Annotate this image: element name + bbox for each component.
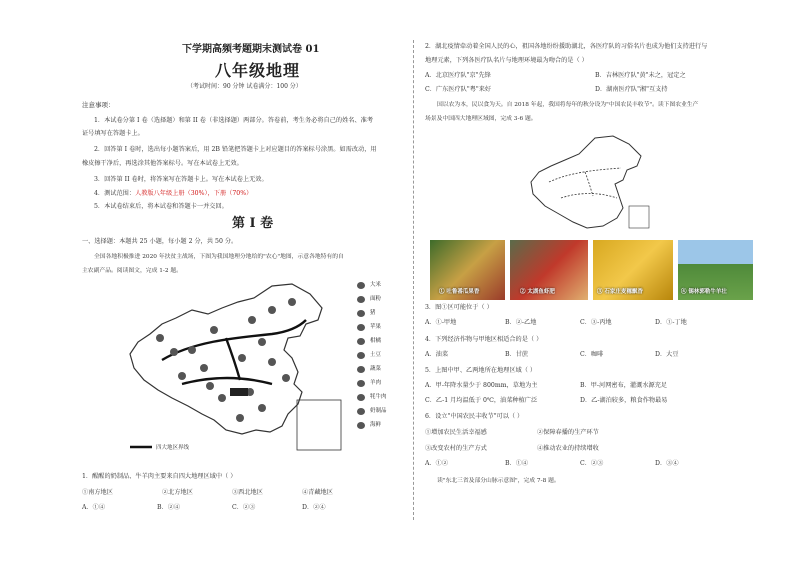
q3-answer: A．①-甲地 bbox=[425, 319, 457, 326]
question-5-stem: 5．上图中甲、乙两地所在地理区域（ ） bbox=[425, 367, 537, 374]
q4-answer: C．咖啡 bbox=[580, 351, 604, 358]
q1-answer: B．②④ bbox=[157, 504, 181, 511]
legend-label: 土豆 bbox=[370, 352, 382, 358]
notice-line: 证号填写在答题卡上。 bbox=[82, 130, 144, 137]
q6-option: ③改变农村的生产方式 bbox=[425, 445, 487, 452]
china-outline bbox=[531, 136, 641, 228]
four-regions-map bbox=[525, 132, 655, 232]
q3-answer: D．①-丁地 bbox=[655, 319, 687, 326]
question-6-stem: 6．设立"中国农民丰收节"可以（ ） bbox=[425, 413, 524, 420]
column-divider bbox=[413, 40, 414, 520]
legend-item bbox=[357, 282, 381, 289]
exam-meta: （考试时间：90 分钟 试卷满分：100 分） bbox=[187, 83, 302, 90]
q3-answer: C．③-丙地 bbox=[580, 319, 612, 326]
legend-item bbox=[357, 422, 381, 429]
q2-option: D．湖南医疗队"湘"互支持 bbox=[595, 86, 668, 93]
passage-line: 场景及中国四大地理区域图，完成 3-6 题。 bbox=[425, 116, 537, 122]
q1-answer: C．②③ bbox=[232, 504, 256, 511]
q6-answer: B．①④ bbox=[505, 460, 529, 467]
passage-line: 全国各地积极推进 2020 年扶贫主战场，下图为我国地理分地给的"农心"地图，示意各地特有的自 bbox=[94, 254, 344, 260]
flour-icon bbox=[357, 296, 365, 303]
photo-caption: ① 吐鲁番瓜果香 bbox=[439, 289, 480, 295]
question-4-stem: 4．下列经济作物与甲地区相适合的是（ ） bbox=[425, 336, 543, 343]
q1-option: ③西北地区 bbox=[232, 489, 263, 496]
legend-label: 苹果 bbox=[370, 324, 382, 330]
yak-meat-icon bbox=[357, 394, 365, 401]
legend-item bbox=[357, 366, 381, 373]
legend-item bbox=[357, 324, 381, 331]
q6-option: ④推动农业的持续增收 bbox=[537, 445, 599, 452]
q4-answer: D．大豆 bbox=[655, 351, 679, 358]
legend-item bbox=[357, 408, 387, 415]
legend-item bbox=[357, 352, 381, 359]
question-3-stem: 3．图①区可能位于（ ） bbox=[425, 304, 493, 311]
q6-answer: A．①② bbox=[425, 460, 449, 467]
q6-option: ②保障春播的生产环节 bbox=[537, 429, 599, 436]
pig-icon bbox=[230, 388, 248, 396]
q2-option: A．北京医疗队"京"先锋 bbox=[425, 72, 491, 79]
section-title: 第 I 卷 bbox=[232, 216, 274, 231]
legend-item bbox=[357, 394, 387, 401]
south-sea-inset bbox=[297, 400, 341, 450]
south-sea-inset bbox=[629, 206, 649, 228]
q2-option: C．广东医疗队"粤"来好 bbox=[425, 86, 492, 93]
q5-option: B．甲-河网密布，灌溉水源充足 bbox=[580, 382, 668, 389]
mutton-icon bbox=[357, 380, 365, 387]
q1-answer: D．②④ bbox=[302, 504, 326, 511]
notice-line: 3．回答第 II 卷时，将答案写在答题卡上。写在本试卷上无效。 bbox=[94, 176, 268, 183]
q6-option: ①增加农民生活幸福感 bbox=[425, 429, 487, 436]
notice-heading: 注意事项： bbox=[82, 101, 115, 109]
subject-title: 八年级地理 bbox=[215, 61, 301, 80]
notice-scope bbox=[94, 190, 252, 198]
rice-icon bbox=[357, 282, 365, 289]
legend-item bbox=[357, 296, 381, 303]
q1-option: ④青藏地区 bbox=[302, 489, 333, 496]
q1-option: ②北方地区 bbox=[162, 489, 193, 496]
apple-icon bbox=[357, 324, 365, 331]
q3-answer: B．②-乙地 bbox=[505, 319, 537, 326]
legend-label: 羊肉 bbox=[370, 380, 382, 386]
legend-label: 面粉 bbox=[370, 296, 382, 302]
exam-title: 下学期高频考题期末测试卷 01 bbox=[182, 44, 320, 55]
photo-caption: ④ 锡林郭勒牛羊壮 bbox=[681, 289, 727, 295]
q4-answer: A．油菜 bbox=[425, 351, 449, 358]
passage-line: 读"东北三省及部分山脉示意图"，完成 7-8 题。 bbox=[437, 478, 560, 484]
legend-label: 柑橘 bbox=[370, 338, 382, 344]
passage-line: 主农副产品。阅读图文，完成 1-2 题。 bbox=[82, 268, 182, 274]
photo-caption: ③ 石家庄麦穗飘香 bbox=[597, 289, 643, 295]
question-2-stem: 2．湖北疫情牵动着全国人民的心，祖国各地纷纷援助湖北，各医疗队的习俗名片也成为他们支持进行与 bbox=[425, 43, 708, 50]
section-instruction: 一、选择题：本题共 25 小题，每小题 2 分，共 50 分。 bbox=[82, 238, 238, 245]
vegetable-icon bbox=[357, 366, 365, 373]
seafood-icon bbox=[357, 422, 365, 429]
q6-answer: D．③④ bbox=[655, 460, 679, 467]
scope-range: 人教版八年级上册（30%），下册（70%） bbox=[135, 190, 253, 197]
q4-answer: B．甘蔗 bbox=[505, 351, 529, 358]
legend-label: 奶制品 bbox=[370, 408, 387, 414]
orange-icon bbox=[357, 338, 365, 345]
notice-line: 橡皮擦干净后，再选涂其他答案标号。写在本试卷上无效。 bbox=[82, 160, 243, 167]
notice-line: 5．本试卷结束后，将本试卷和答题卡一并交回。 bbox=[94, 203, 228, 210]
legend-label: 牦牛肉 bbox=[370, 394, 387, 400]
legend-boundary-label: 四大地区界线 bbox=[156, 445, 190, 451]
q5-option: D．乙-湖泊较多，粮食作物最易 bbox=[580, 397, 668, 404]
legend-label: 猪 bbox=[370, 310, 376, 316]
legend-item bbox=[357, 338, 381, 345]
pig-icon bbox=[357, 310, 365, 317]
passage-line: 国以农为本，民以食为天。自 2018 年起，我国将每年的秋分设为"中国农民丰收节"。读下图农业生产 bbox=[437, 102, 699, 108]
potato-icon bbox=[357, 352, 365, 359]
question-2-stem: 地理元素，下列各医疗队名片与地理环境最为吻合的是（ ） bbox=[425, 57, 588, 64]
notice-line: 2．回答第 I 卷时，选出每小题答案后，用 2B 铅笔把答题卡上对应题目的答案标号涂黑。如需改动，用 bbox=[94, 146, 377, 153]
q5-option: C．乙-1 月均温低于 0℃，油菜种植广泛 bbox=[425, 397, 538, 404]
china-products-map bbox=[122, 280, 352, 452]
dairy-icon bbox=[357, 408, 365, 415]
q5-option: A．甲-年降水量少于 800mm，草地为主 bbox=[425, 382, 538, 389]
legend-item bbox=[357, 380, 381, 387]
scope-prefix: 4．测试范围： bbox=[94, 190, 136, 197]
photo-caption: ② 太湖鱼虾肥 bbox=[520, 289, 555, 295]
legend-label: 大米 bbox=[370, 282, 382, 288]
notice-line: 1．本试卷分第 I 卷（选择题）和第 II 卷（非选择题）两部分。答卷前，考生务必将自己的姓名、准考 bbox=[94, 117, 374, 124]
legend-item bbox=[357, 310, 376, 317]
china-outline bbox=[130, 284, 322, 434]
q1-answer: A．①④ bbox=[82, 504, 106, 511]
legend-label: 海鲜 bbox=[370, 422, 382, 428]
q6-answer: C．②③ bbox=[580, 460, 604, 467]
q2-option: B．吉林医疗队"黄"未之，冠定之 bbox=[595, 72, 686, 79]
q1-option: ①南方地区 bbox=[82, 489, 113, 496]
question-1-stem: 1．醒醒的奶制品、牛羊肉主要来自四大地理区域中（ ） bbox=[82, 473, 237, 480]
legend-label: 蔬菜 bbox=[370, 366, 382, 372]
